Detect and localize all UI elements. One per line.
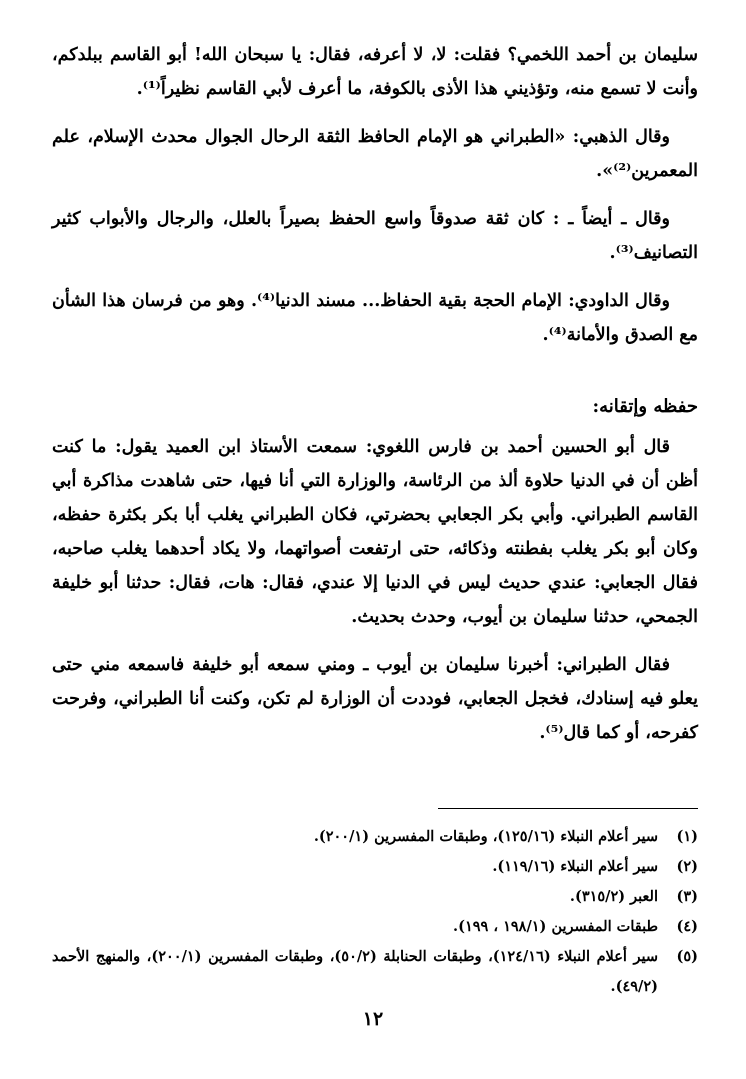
paragraph: وقال الداودي: الإمام الحجة بقية الحفاظ... مسند الدنيا⁽⁴⁾. وهو من فرسان هذا الشأن مع الصدق والأمانة⁽⁴⁾. bbox=[52, 291, 698, 345]
footnote-text: سير أعلام النبلاء (١٢٥/١٦)، وطبقات المفسرين (٢٠٠/١). bbox=[313, 828, 658, 845]
footnote-text: العبر (٣١٥/٢). bbox=[569, 888, 658, 905]
footnote-divider bbox=[438, 808, 698, 809]
footnote-text: سير أعلام النبلاء (١٢٤/١٦)، وطبقات الحنابلة (٥٠/٢)، وطبقات المفسرين (٢٠٠/١)، والمنهج الأحمد (٤٩/٢). bbox=[52, 948, 658, 995]
footnote-number: (٥) bbox=[676, 948, 698, 965]
footnotes bbox=[52, 822, 698, 1002]
footnote-text: سير أعلام النبلاء (١١٩/١٦). bbox=[492, 858, 658, 875]
footnote-number: (٤) bbox=[676, 918, 698, 935]
footnote-number: (٢) bbox=[676, 858, 698, 875]
paragraph: وقال ـ أيضاً ـ : كان ثقة صدوقاً واسع الحفظ بصيراً بالعلل، والرجال والأبواب كثير التصانيف⁽³⁾. bbox=[52, 209, 698, 263]
footnote bbox=[52, 822, 698, 852]
footnote-number: (١) bbox=[676, 828, 698, 845]
footnote bbox=[52, 912, 698, 942]
footnote bbox=[52, 942, 698, 1002]
section-heading: حفظه وإتقانه: bbox=[592, 396, 698, 417]
paragraph: قال أبو الحسين أحمد بن فارس اللغوي: سمعت الأستاذ ابن العميد يقول: ما كنت أظن أن في الدنيا حلاوة ألذ من الرئاسة، والوزارة التي أنا فيها، حتى شاهدت مذاكرة أبي القاسم الطبراني. وأبي بكر الجعابي بحضرتي، فكان الطبراني يغلب أبا بكر بكثرة حفظه، وكان أبو بكر يغلب بفطنته وذكائه، حتى ارتفعت أصواتهما، ولا يكاد أحدهما يغلب صاحبه، فقال الجعابي: عندي حديث ليس في الدنيا إلا عندي، فقال: هات، فقال: حدثنا أبو خليفة الجمحي، حدثنا سليمان بن أيوب، وحدث بحديث. bbox=[52, 437, 698, 627]
paragraph: سليمان بن أحمد اللخمي؟ فقلت: لا، لا أعرفه، فقال: يا سبحان الله! أبو القاسم ببلدكم، وأنت لا تسمع منه، وتؤذيني هذا الأذى بالكوفة، ما أعرف لأبي القاسم نظيراً⁽¹⁾. bbox=[52, 45, 698, 99]
paragraph: وقال الذهبي: «الطبراني هو الإمام الحافظ الثقة الرحال الجوال محدث الإسلام، علم المعمرين⁽²⁾». bbox=[52, 127, 698, 181]
footnote-number: (٣) bbox=[676, 888, 698, 905]
page-number: ١٢ bbox=[362, 1008, 384, 1030]
footnote-text: طبقات المفسرين (١٩٨/١ ، ١٩٩). bbox=[453, 918, 658, 935]
footnote bbox=[52, 882, 698, 912]
footnote bbox=[52, 852, 698, 882]
paragraph: فقال الطبراني: أخبرنا سليمان بن أيوب ـ ومني سمعه أبو خليفة فاسمعه مني حتى يعلو فيه إسنادك، فخجل الجعابي، فوددت أن الوزارة لم تكن، وكنت أنا الطبراني، وفرحت كفرحه، أو كما قال⁽⁵⁾. bbox=[52, 655, 698, 743]
